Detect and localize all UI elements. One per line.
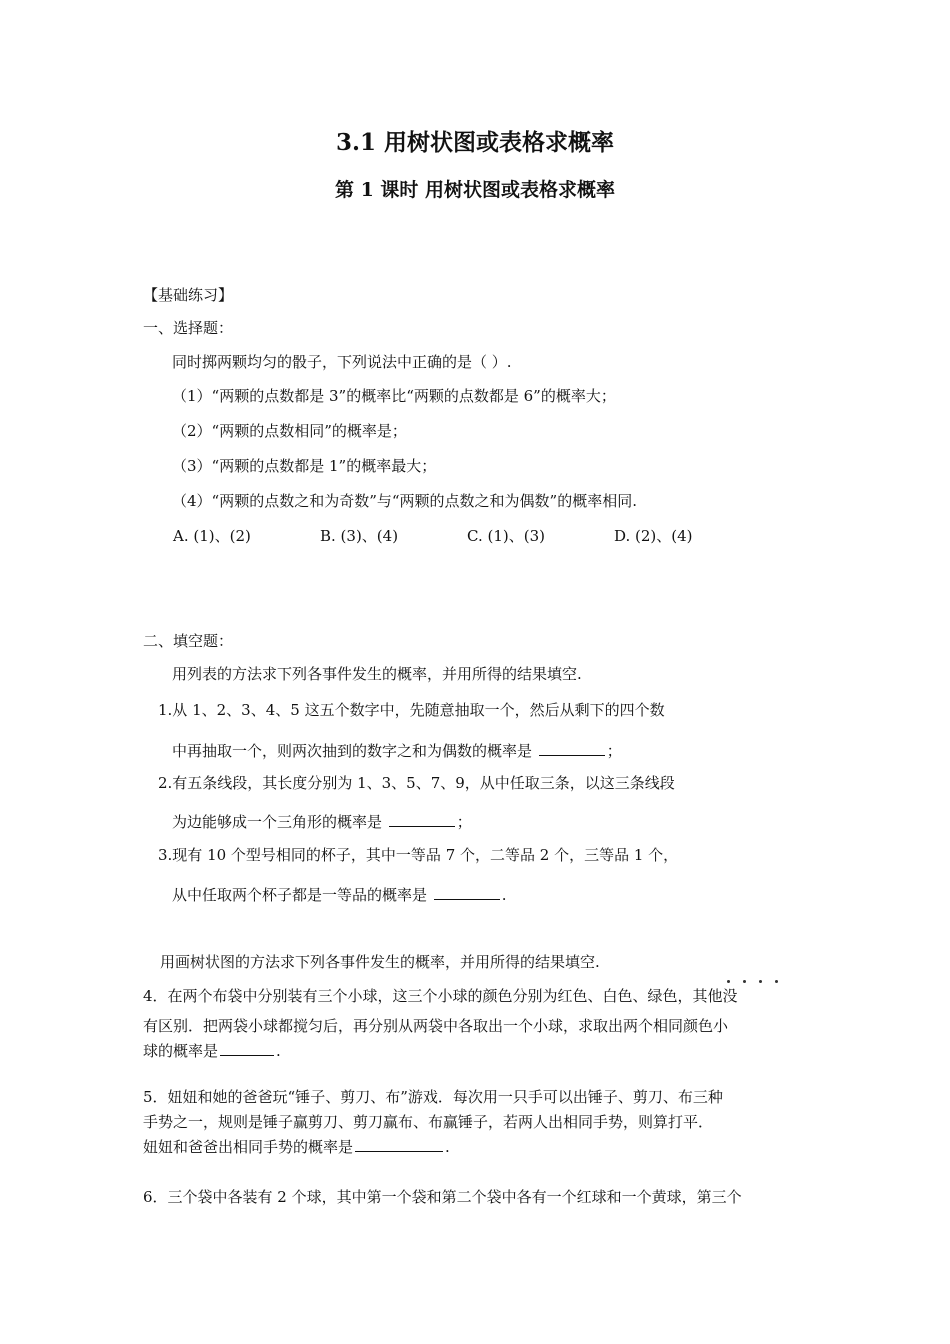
q5-line2: 手势之一，规则是锤子赢剪刀、剪刀赢布、布赢锤子，若两人出相同手势，则算打平． [143,1113,714,1131]
emphasis-dot [743,980,746,983]
q2-text: 为边能够成一个三角形的概率是 [172,813,383,831]
part2-instruction: 用列表的方法求下列各事件发生的概率，并用所得的结果填空. [172,665,582,683]
q5-answer-blank[interactable] [355,1136,443,1152]
document-subtitle: 第 1 课时 用树状图或表格求概率 [334,179,616,201]
q2-end: ； [456,813,472,831]
q5-end: . [445,1138,450,1156]
q2-answer-blank[interactable] [389,811,455,827]
q6-line1: 6．三个袋中各装有 2 个球，其中第一个袋和第二个袋中各有一个红球和一个黄球，第三个 [143,1188,742,1206]
q3-answer-blank[interactable] [434,884,500,900]
statement-1: （1）“两颗的点数都是 3”的概率比“两颗的点数都是 6”的概率大； [172,387,616,405]
q5-text: 妞妞和爸爸出相同手势的概率是 [143,1138,354,1156]
q2-line2 [172,811,472,832]
statement-2: （2）“两颗的点数相同”的概率是； [172,422,407,440]
option-d: D. (2)、(4) [614,527,693,545]
part1-question: 同时掷两颗均匀的骰子，下列说法中正确的是（ ）. [172,353,512,371]
q4-line2: 有区别．把两袋小球都搅匀后，再分别从两袋中各取出一个小球，求取出两个相同颜色小 [143,1017,729,1035]
section-header: 【基础练习】 [143,286,234,304]
q4-line3 [143,1040,281,1061]
q1-line2 [172,740,622,761]
statement-4: （4）“两颗的点数之和为奇数”与“两颗的点数之和为偶数”的概率相同. [172,492,637,510]
part1-heading: 一、选择题： [143,319,234,337]
q3-text: 从中任取两个杯子都是一等品的概率是 [172,886,428,904]
q3-line2 [172,884,507,905]
emphasis-dot [759,980,762,983]
q1-text: 中再抽取一个，则两次抽到的数字之和为偶数的概率是 [172,742,533,760]
part2-instruction2: 用画树状图的方法求下列各事件发生的概率，并用所得的结果填空. [160,953,600,971]
emphasis-dot [727,980,730,983]
q3-end: . [501,886,507,904]
q5-line3 [143,1136,450,1157]
q2-line1: 2.有五条线段，其长度分别为 1、3、5、7、9，从中任取三条，以这三条线段 [158,774,675,792]
q1-answer-blank[interactable] [539,740,605,756]
q3-line1: 3.现有 10 个型号相同的杯子，其中一等品 7 个，二等品 2 个，三等品 1 个， [158,846,679,864]
q4-line1: 4．在两个布袋中分别装有三个小球，这三个小球的颜色分别为红色、白色、绿色，其他没 [143,987,738,1005]
q4-answer-blank[interactable] [220,1040,274,1056]
q5-line1: 5．妞妞和她的爸爸玩“锤子、剪刀、布”游戏．每次用一只手可以出锤子、剪刀、布三种 [143,1088,723,1106]
option-c: C. (1)、(3) [467,527,545,545]
q1-line1: 1.从 1、2、3、4、5 这五个数字中，先随意抽取一个，然后从剩下的四个数 [158,701,665,719]
part2-heading: 二、填空题： [143,632,234,650]
document-title: 3.1 用树状图或表格求概率 [335,129,615,156]
options-row [173,526,761,546]
q1-end: ； [606,742,622,760]
q4-text: 球的概率是 [143,1042,219,1060]
option-b: B. (3)、(4) [320,527,399,545]
statement-3: （3）“两颗的点数都是 1”的概率最大； [172,457,437,475]
q4-end: . [276,1042,281,1060]
emphasis-dot [775,980,778,983]
option-a: A. (1)、(2) [173,527,251,545]
